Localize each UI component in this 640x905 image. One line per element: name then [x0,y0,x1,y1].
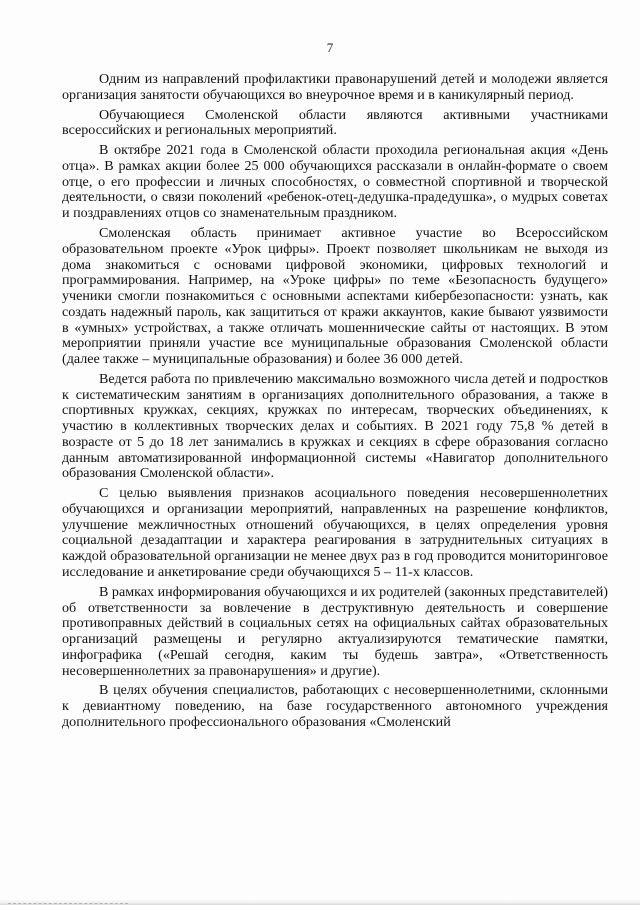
paragraph-youth-employment: Одним из направлений профилактики правонарушений детей и молодежи является организация занятости обучающихся во внеурочное время и в каникулярный период. [62,71,608,103]
page-number: 7 [326,40,334,55]
paragraph-specialist-training: В целях обучения специалистов, работающих с несовершеннолетними, склонными к девиантному поведению, на базе государственного автономного учреждения дополнительного профессионального образования «Смоленский [62,682,608,730]
paragraph-additional-education: Ведется работа по привлечению максимально возможного числа детей и подростков к систематическим занятиям в организациях дополнительного образования, а также в спортивных кружках, секциях, кружках по интересам, творческих объединениях, к участию в коллективных творческих делах и событиях. В 2021 году 75,8 % детей в возрасте от 5 до 18 лет занимались в кружках и секциях в сфере образования согласно данным автоматизированной информационной системы «Навигатор дополнительного образования Смоленской области». [62,370,608,482]
scan-artifact-marks [8,901,128,904]
paragraph-digital-lesson: Смоленская область принимает активное участие во Всероссийском образовательном проекте «Урок цифры». Проект позволяет школьникам не выходя из дома знакомиться с основами цифровой экономики, цифровых технологий и программирования. Например, на «Уроке цифры» по теме «Безопасность будущего» ученики смогли познакомиться с основными аспектами кибербезопасности: узнать, как создать надежный пароль, как защититься от кражи аккаунтов, какие бывают уязвимости в «умных» устройствах, а также отличать мошеннические сайты от настоящих. В этом мероприятии приняли участие все муниципальные образования Смоленской области (далее также – муниципальные образования) и более 36 000 детей. [62,225,608,368]
paragraph-participation: Обучающиеся Смоленской области являются активными участниками всероссийских и региональных мероприятий. [62,106,608,139]
paragraph-asocial-behavior-monitoring: С целью выявления признаков асоциального поведения несовершеннолетних обучающихся и организации мероприятий, направленных на разрешение конфликтов, улучшение межличностных отношений обучающихся, в целях определения уровня социальной дезадаптации и характера реагирования в затруднительных ситуациях в каждой образовательной организации не менее двух раз в год проводится мониторинговое исследование и анкетирование среди обучающихся 5 – 11-х классов. [62,485,608,580]
paragraph-parent-information: В рамках информирования обучающихся и их родителей (законных представителей) об ответственности за вовлечение в деструктивную деятельность и совершение противоправных действий в социальных сетях на официальных сайтах образовательных организаций размещены и регулярно актуализируются тематические памятки, инфографика («Решай сегодня, каким ты будешь завтра», «Ответственность несовершеннолетних за правонарушения» и другие). [62,583,608,679]
paragraph-fathers-day: В октябре 2021 года в Смоленской области проходила региональная акция «День отца». В рамках акции более 25 000 обучающихся рассказали в онлайн-формате о своем отце, о его профессии и личных способностях, о совместной спортивной и творческой деятельности, о связи поколений «ребенок-отец-дедушка-прадедушка», о мудрых советах и поздравлениях отцов со знаменательным праздником. [62,142,608,222]
scan-bottom-edge [0,899,640,905]
document-body [62,72,608,735]
